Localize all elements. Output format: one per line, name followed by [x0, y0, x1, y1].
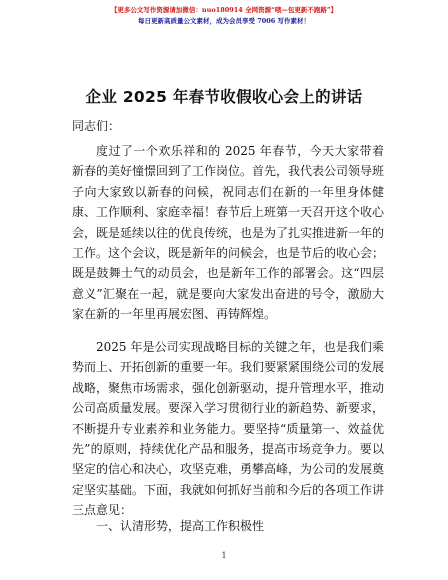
promo-banner-line-1: 【更多公文写作资源请加微信：nuo180914 全网资源“哦—包更新不跑路”】: [110, 6, 338, 14]
salutation: 同志们：: [72, 119, 121, 133]
section-heading-1: 一、认清形势，提高工作积极性: [96, 519, 265, 533]
document-title: 企业 2025 年春节收假收心会上的讲话: [85, 88, 363, 106]
body-paragraph-2: 2025 年是公司实现战略目标的关键之年，也是我们乘势而上、开拓创新的重要一年。我们要紧紧围绕公司的发展战略，聚焦市场需求，强化创新驱动，提升管理水平，推动公司高质量发展。要深入学习贯彻行业的新趋势、新要求，不断提升专业素养和业务能力。要坚持“质量第一、效益优先”的原则，持续优化产品和服务，提高市场竞争力。要以坚定的信心和决心，攻坚克难，勇攀高峰，为公司的发展奠定坚实基础。下面，我就如何抓好当前和今后的各项工作讲三点意见：: [72, 340, 385, 518]
page-number: 1: [221, 551, 227, 560]
body-paragraph-1: 度过了一个欢乐祥和的 2025 年春节，今天大家带着新春的美好憧憬回到了工作岗位。首先，我代表公司领导班子向大家致以新春的问候，祝同志们在新的一年里身体健康、工作顺利、家庭幸福！春节后上班第一天召开这个收心会，既是延续以往的优良传统，也是为了扎实推进新一年的工作。这个会议，既是新年的问候会，也是节后的收心会；既是鼓舞士气的动员会，也是新年工作的部署会。这“四层意义”汇聚在一起，就是要向大家发出奋进的号令，激励大家在新的一年里再展宏图、再铸辉煌。: [72, 144, 385, 322]
promo-banner-line-2: 每日更新高质量公文素材，成为会员享受 7006 写作素材！: [137, 17, 311, 25]
